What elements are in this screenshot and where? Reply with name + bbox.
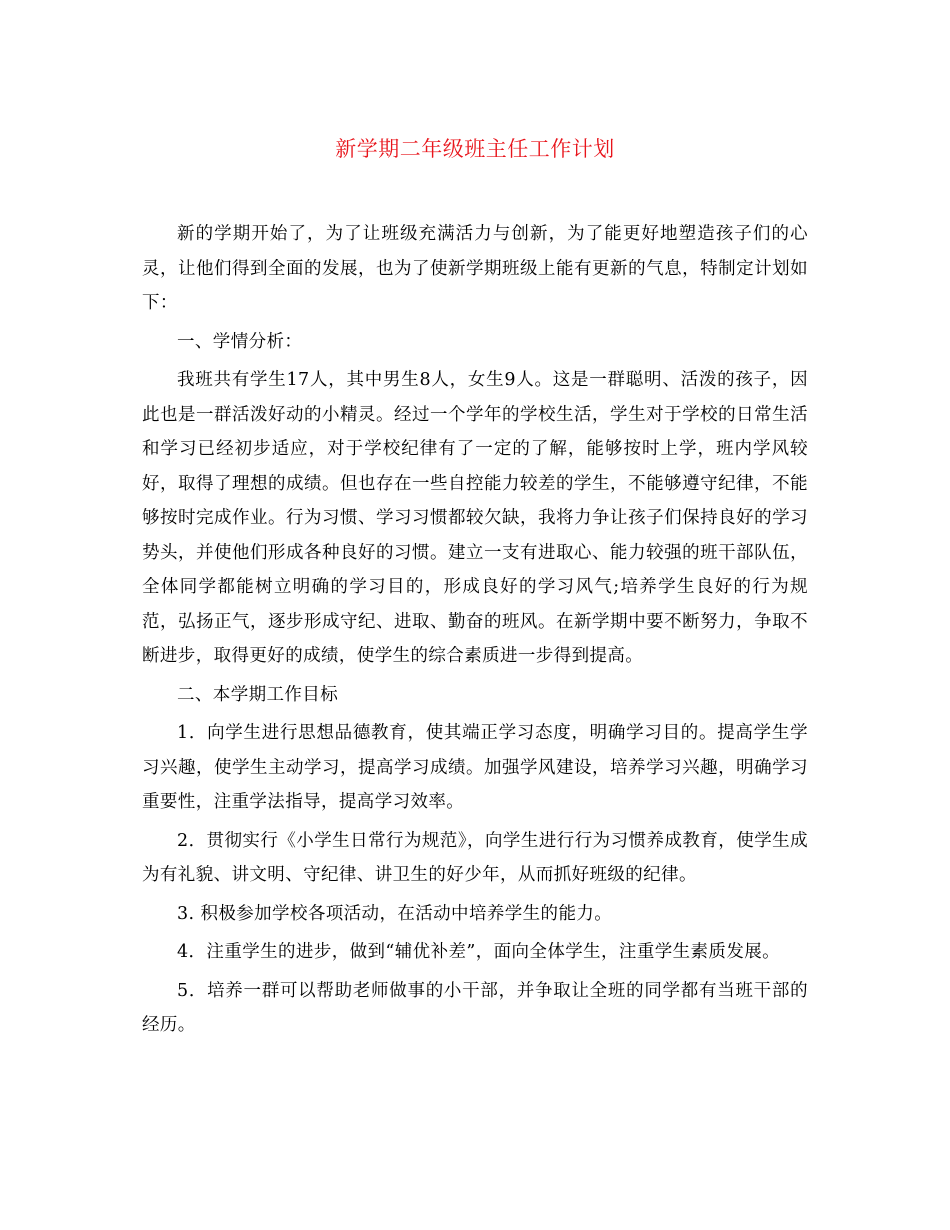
document-title: 新学期二年级班主任工作计划 <box>335 137 615 161</box>
section-heading-analysis: 一、学情分析： <box>177 331 303 352</box>
document-body <box>142 217 808 1043</box>
goal-item-4: 4．注重学生的进步，做到“辅优补差”，面向全体学生，注重学生素质发展。 <box>177 942 781 962</box>
analysis-paragraph: 我班共有学生17人，其中男生8人，女生9人。这是一群聪明、活泼的孩子，因此也是一群活泼好动的小精灵。经过一个学年的学校生活，学生对于学校的日常生活和学习已经初步适应，对于学校纪律有了一定的了解，能够按时上学，班内学风较好，取得了理想的成绩。但也存在一些自控能力较差的学生，不能够遵守纪律，不能够按时完成作业。行为习惯、学习习惯都较欠缺，我将力争让孩子们保持良好的学习势头，并使他们形成各种良好的习惯。建立一支有进取心、能力较强的班干部队伍，全体同学都能树立明确的学习目的，形成良好的学习风气;培养学生良好的行为规范，弘扬正气，逐步形成守纪、进取、勤奋的班风。在新学期中要不断努力，争取不断进步，取得更好的成绩，使学生的综合素质进一步得到提高。 <box>142 370 808 666</box>
intro-paragraph: 新的学期开始了，为了让班级充满活力与创新，为了能更好地塑造孩子们的心灵，让他们得到全面的发展，也为了使新学期班级上能有更新的气息，特制定计划如下： <box>142 224 808 313</box>
goal-item-2: 2．贯彻实行《小学生日常行为规范》，向学生进行行为习惯养成教育，使学生成为有礼貌、讲文明、守纪律、讲卫生的好少年，从而抓好班级的纪律。 <box>142 830 808 885</box>
goal-item-3: 3. 积极参加学校各项活动，在活动中培养学生的能力。 <box>177 903 613 924</box>
goal-item-1: 1．向学生进行思想品德教育，使其端正学习态度，明确学习目的。提高学生学习兴趣，使学生主动学习，提高学习成绩。加强学风建设，培养学习兴趣，明确学习重要性，注重学法指导，提高学习效率。 <box>142 723 808 812</box>
section-heading-goals: 二、本学期工作目标 <box>177 684 339 705</box>
goal-item-5: 5．培养一群可以帮助老师做事的小干部，并争取让全班的同学都有当班干部的经历。 <box>142 980 808 1035</box>
